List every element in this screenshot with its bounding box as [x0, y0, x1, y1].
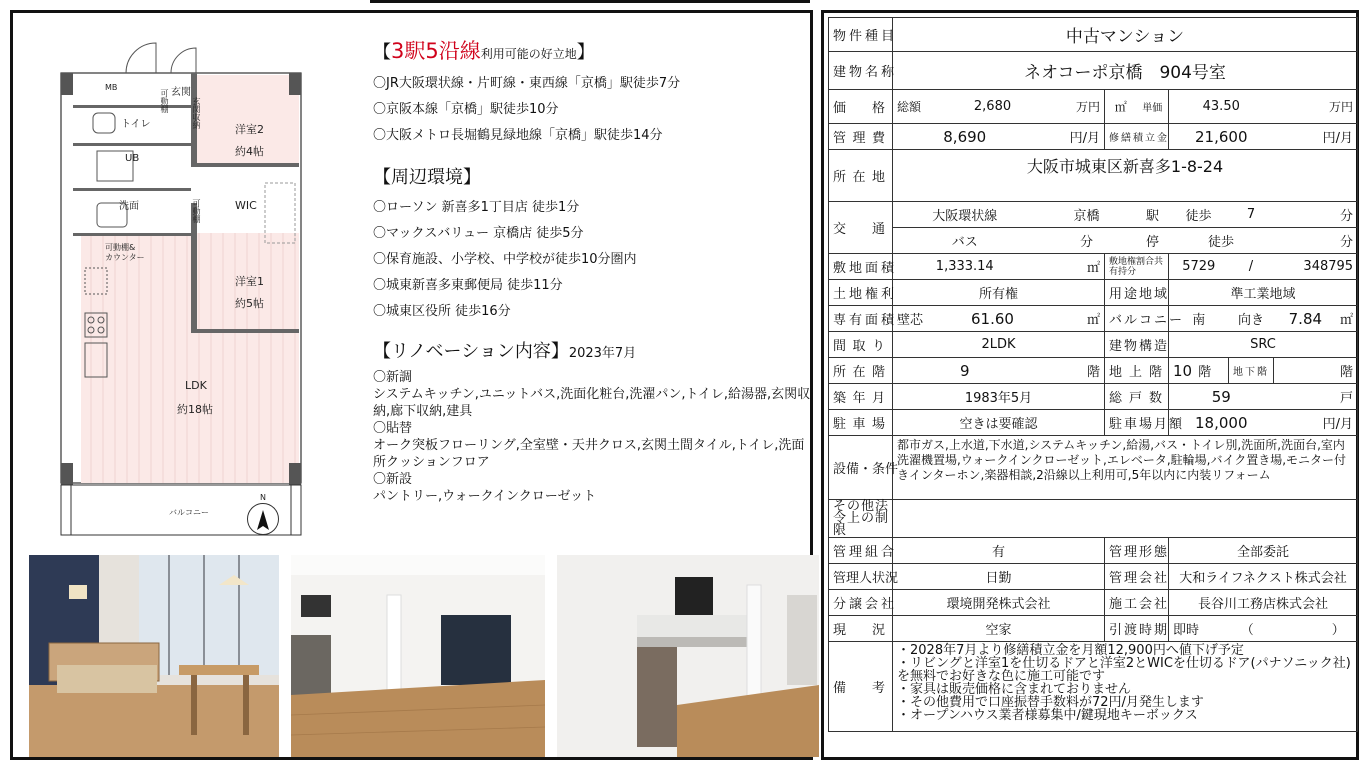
reno-replace-label: 〇貼替 — [373, 421, 413, 436]
parking-fee-label: 駐車場月額 — [1105, 410, 1169, 436]
land-share-numerator: 5729 — [1169, 254, 1229, 280]
mgmt-fee-unit: 円/月 — [1037, 124, 1105, 150]
above-ground-label: 地上階 — [1105, 358, 1169, 384]
bus-label: バス — [893, 228, 1037, 254]
movable-shelf2-label: 可動棚 — [192, 199, 201, 223]
handover-paren: （ ） — [1229, 616, 1358, 642]
remarks — [893, 642, 1358, 732]
price-label: 価格 — [829, 90, 893, 124]
address: 大阪市城東区新喜多1-8-24 — [893, 150, 1358, 202]
ldk-size: 約18帖 — [177, 403, 213, 416]
remark-1: ・2028年7月より修繕積立金を月額12,900円へ値下げ予定 — [897, 643, 1244, 658]
renovation-heading: 【リノベーション内容】2023年7月 — [373, 341, 637, 362]
structure: SRC — [1169, 332, 1358, 358]
mgmt-form-label: 管理形態 — [1105, 538, 1169, 564]
land-right-label: 土地権利 — [829, 280, 893, 306]
equipment-conditions: 都市ガス,上水道,下水道,システムキッチン,給湯,バス・トイレ別,洗面所,洗面台,室内洗濯機置場,ウォークインクローゼット,エレベータ,駐輪場,バイク置き場,モニター付きインターホン,楽器相談,2沿線以上利用可,5年以内に内装リフォーム — [893, 436, 1358, 500]
seller-label: 分譲会社 — [829, 590, 893, 616]
balcony-direction-suffix: 向き — [1229, 306, 1274, 332]
station-suffix: 駅 — [1137, 202, 1169, 228]
land-share-slash: / — [1229, 254, 1274, 280]
above-ground-floors: 10 — [1173, 362, 1193, 380]
remark-4: ・その他費用で口座振替手数料が72円/月発生します — [897, 695, 1204, 710]
equipment-label: 設備・条件 — [829, 436, 893, 500]
mb-label: MB — [105, 83, 118, 92]
property-highlights — [373, 35, 813, 505]
remark-2: ・リビングと洋室1を仕切るドアと洋室2とWICを仕切るドア(パナソニック社)を無料でお好きな色に施工可能です — [897, 656, 1351, 684]
mgmt-company: 大和ライフネクスト株式会社 — [1169, 564, 1358, 590]
station-name: 京橋 — [1037, 202, 1137, 228]
parking-status: 空きは要確認 — [893, 410, 1105, 436]
current-status: 空家 — [893, 616, 1105, 642]
zoning: 準工業地域 — [1169, 280, 1358, 306]
right-panel — [821, 10, 1359, 760]
env-line-3: 〇保育施設、小学校、中学校が徒歩10分圏内 — [373, 252, 637, 267]
land-area-unit: ㎡ — [1037, 254, 1105, 280]
total-units: 59 — [1169, 384, 1274, 410]
reno-new-label: 〇新調 — [373, 370, 413, 385]
parking-fee-unit: 円/月 — [1274, 410, 1358, 436]
unit-bath-label: UB — [125, 153, 140, 164]
type-label: 物件種目 — [829, 18, 893, 52]
north-label: N — [260, 493, 266, 502]
seller: 環境開発株式会社 — [893, 590, 1105, 616]
manager-status: 日勤 — [893, 564, 1105, 590]
property-type: 中古マンション — [893, 18, 1358, 52]
env-line-4: 〇城東新喜多東郵便局 徒歩11分 — [373, 278, 563, 293]
layout: 2LDK — [893, 332, 1105, 358]
walk-label: 徒歩 — [1169, 202, 1229, 228]
unit-price-label: 単価 — [1137, 90, 1169, 124]
floor-label: 所在階 — [829, 358, 893, 384]
repair-fund-unit: 円/月 — [1274, 124, 1358, 150]
unit-price: 43.50 — [1169, 90, 1274, 124]
floor-area-label: 専有面積 — [829, 306, 893, 332]
handover: 即時 — [1169, 616, 1229, 642]
other-laws — [893, 500, 1358, 538]
handover-label: 引渡時期 — [1105, 616, 1169, 642]
room2-size: 約4帖 — [235, 145, 264, 158]
traffic-label: 交通 — [829, 202, 893, 254]
unit-price-unit: 万円 — [1274, 90, 1358, 124]
access-heading-highlight: 3駅5沿線 — [391, 39, 481, 63]
manager-label: 管理人状況 — [829, 564, 893, 590]
toilet-label: トイレ — [121, 119, 151, 130]
left-panel — [10, 10, 813, 760]
renovation-date: 2023年7月 — [568, 346, 637, 361]
wic-label: WIC — [235, 199, 257, 212]
other-laws-label: その他法令上の制限 — [829, 500, 893, 538]
structure-label: 建物構造 — [1105, 332, 1169, 358]
floor-area-type: 壁芯 — [893, 306, 949, 332]
mgmt-fee-label: 管理費 — [829, 124, 893, 150]
building-name: ネオコーポ京橋 904号室 — [893, 52, 1358, 90]
living-room-photo — [29, 555, 279, 757]
remark-3: ・家具は販売価格に含まれておりません — [897, 682, 1132, 697]
mgmt-form: 全部委託 — [1169, 538, 1358, 564]
env-line-5: 〇城東区役所 徒歩16分 — [373, 304, 511, 319]
repair-fund-label: 修繕積立金 — [1105, 124, 1169, 150]
price-unit: 万円 — [1037, 90, 1105, 124]
entrance-storage-label: 玄関収納 — [192, 97, 201, 129]
environment-heading: 【周辺環境】 — [373, 167, 481, 188]
union: 有 — [893, 538, 1105, 564]
reno-added-items: パントリー,ウォークインクローゼット — [373, 489, 597, 504]
bus-stop-label: 停 — [1137, 228, 1169, 254]
floor-number: 9 — [893, 358, 1037, 384]
floor-plan-drawing — [41, 33, 321, 549]
top-rule — [370, 0, 810, 3]
land-area-label: 敷地面積 — [829, 254, 893, 280]
env-line-2: 〇マックスバリュー 京橋店 徒歩5分 — [373, 226, 584, 241]
above-ground-unit: 階 — [1198, 365, 1212, 380]
below-ground-unit: 階 — [1340, 365, 1354, 380]
address-label: 所在地 — [829, 150, 893, 202]
room1-size: 約5帖 — [235, 297, 264, 310]
shelf-counter-label: 可動棚& カウンター — [105, 243, 145, 262]
balcony-label: バルコニー — [1105, 306, 1169, 332]
unit-price-sqm: ㎡ — [1105, 90, 1137, 124]
reno-new-items: システムキッチン,ユニットバス,洗面化粧台,洗濯パン,トイレ,給湯器,玄関収納,廊下収納,建具 — [373, 387, 811, 419]
minutes-unit: 分 — [1274, 202, 1358, 228]
access-heading: 【3駅5沿線利用可能の好立地】 — [373, 39, 595, 63]
reno-added-label: 〇新設 — [373, 472, 413, 487]
land-area: 1,333.14 — [893, 254, 1037, 280]
land-share-denominator: 348795 — [1274, 254, 1358, 280]
land-right: 所有権 — [893, 280, 1105, 306]
train-line: 大阪環状線 — [893, 202, 1037, 228]
remark-5: ・オープンハウス業者様募集中/鍵現地キーボックス — [897, 708, 1198, 723]
layout-label: 間取り — [829, 332, 893, 358]
name-label: 建物名称 — [829, 52, 893, 90]
property-spec-table — [828, 17, 1358, 732]
remarks-label: 備考 — [829, 642, 893, 732]
balcony-label: バルコニー — [169, 508, 209, 517]
walk-minutes: 7 — [1229, 202, 1274, 228]
kitchen-photo — [557, 555, 819, 757]
below-ground-cell — [1274, 358, 1358, 384]
below-ground-label: 地下階 — [1229, 358, 1274, 384]
units-unit: 戸 — [1274, 384, 1358, 410]
land-share-label: 敷地権割合共有持分 — [1105, 254, 1169, 280]
floor-plan — [41, 33, 321, 549]
built-label: 築年月 — [829, 384, 893, 410]
builder: 長谷川工務店株式会社 — [1169, 590, 1358, 616]
reno-replace-items: オーク突板フローリング,全室壁・天井クロス,玄関土間タイル,トイレ,洗面所クッションフロア — [373, 438, 805, 470]
env-line-1: 〇ローソン 新喜多1丁目店 徒歩1分 — [373, 200, 580, 215]
repair-fund: 21,600 — [1169, 124, 1274, 150]
bus-minutes-unit: 分 — [1037, 228, 1137, 254]
units-label: 総戸数 — [1105, 384, 1169, 410]
washroom-label: 洗面 — [119, 201, 139, 212]
kitchen-dining-photo — [291, 555, 545, 757]
floor-area: 61.60 — [949, 306, 1037, 332]
access-line-3: 〇大阪メトロ長堀鶴見緑地線「京橋」駅徒歩14分 — [373, 128, 663, 143]
access-line-1: 〇JR大阪環状線・片町線・東西線「京橋」駅徒歩7分 — [373, 76, 681, 91]
built-date: 1983年5月 — [893, 384, 1105, 410]
photo-strip — [29, 555, 809, 757]
access-line-2: 〇京阪本線「京橋」駅徒歩10分 — [373, 102, 559, 117]
balcony-direction: 南 — [1169, 306, 1229, 332]
room2-label: 洋室2 — [235, 123, 264, 136]
price-total-label: 総額 — [893, 90, 949, 124]
mgmt-company-label: 管理会社 — [1105, 564, 1169, 590]
walk2-label: 徒歩 — [1169, 228, 1274, 254]
builder-label: 施工会社 — [1105, 590, 1169, 616]
status-label: 現況 — [829, 616, 893, 642]
north-compass-icon — [247, 493, 279, 535]
minutes2-unit: 分 — [1274, 228, 1358, 254]
zoning-label: 用途地域 — [1105, 280, 1169, 306]
mgmt-fee: 8,690 — [893, 124, 1037, 150]
above-ground-cell — [1169, 358, 1229, 384]
parking-fee: 18,000 — [1169, 410, 1274, 436]
floor-unit: 階 — [1037, 358, 1105, 384]
room1-label: 洋室1 — [235, 275, 264, 288]
balcony-area-unit: ㎡ — [1340, 313, 1354, 328]
ldk-label: LDK — [185, 379, 207, 392]
movable-shelf-label: 可動棚 — [160, 89, 169, 113]
balcony-area: 7.84 ㎡ — [1274, 306, 1358, 332]
parking-label: 駐車場 — [829, 410, 893, 436]
genkan-label: 玄関 — [171, 87, 191, 98]
price-total: 2,680 — [949, 90, 1037, 124]
union-label: 管理組合 — [829, 538, 893, 564]
floor-area-unit: ㎡ — [1037, 306, 1105, 332]
